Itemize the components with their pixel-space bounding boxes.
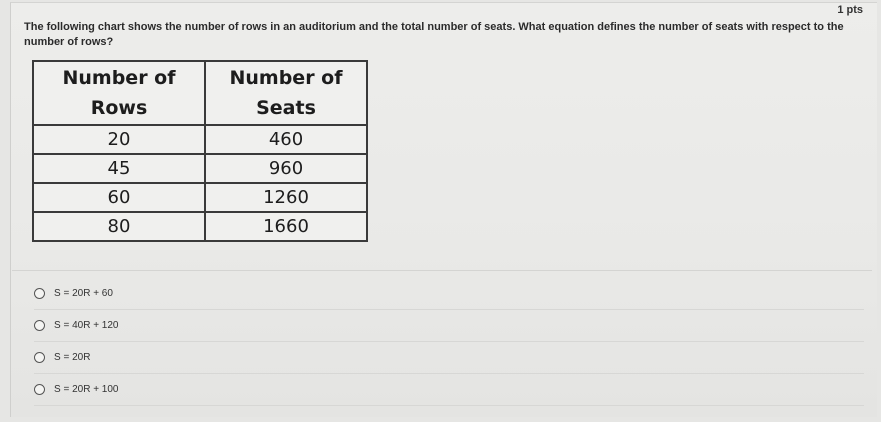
cell-rows: 20 xyxy=(33,125,205,154)
radio-button-icon[interactable] xyxy=(34,320,45,331)
table-row xyxy=(33,212,367,241)
cell-seats: 1660 xyxy=(205,212,367,241)
header-seats: Number of Seats xyxy=(205,61,367,125)
points-label: 1 pts xyxy=(837,4,863,16)
answer-option-3[interactable] xyxy=(34,342,864,374)
header-rows: Number of Rows xyxy=(33,61,205,125)
cell-seats: 960 xyxy=(205,154,367,183)
radio-button-icon[interactable] xyxy=(34,384,45,395)
rows-seats-table xyxy=(32,60,368,242)
option-label: S = 40R + 120 xyxy=(54,320,119,331)
cell-rows: 60 xyxy=(33,183,205,212)
option-label: S = 20R xyxy=(54,352,91,363)
cell-rows: 80 xyxy=(33,212,205,241)
radio-button-icon[interactable] xyxy=(34,352,45,363)
radio-button-icon[interactable] xyxy=(34,288,45,299)
table-row xyxy=(33,154,367,183)
question-text: The following chart shows the number of rows in an auditorium and the total number of seats. What equation defines the number of seats with respect to the number of rows? xyxy=(24,21,844,48)
cell-seats: 460 xyxy=(205,125,367,154)
answer-option-4[interactable] xyxy=(34,374,864,406)
answer-option-2[interactable] xyxy=(34,310,864,342)
table-row xyxy=(33,183,367,212)
option-label: S = 20R + 60 xyxy=(54,288,113,299)
divider xyxy=(12,270,872,271)
option-label: S = 20R + 100 xyxy=(54,384,119,395)
table-header-row xyxy=(33,61,367,125)
cell-seats: 1260 xyxy=(205,183,367,212)
table-row xyxy=(33,125,367,154)
answer-options xyxy=(34,278,864,406)
answer-option-1[interactable] xyxy=(34,278,864,310)
cell-rows: 45 xyxy=(33,154,205,183)
